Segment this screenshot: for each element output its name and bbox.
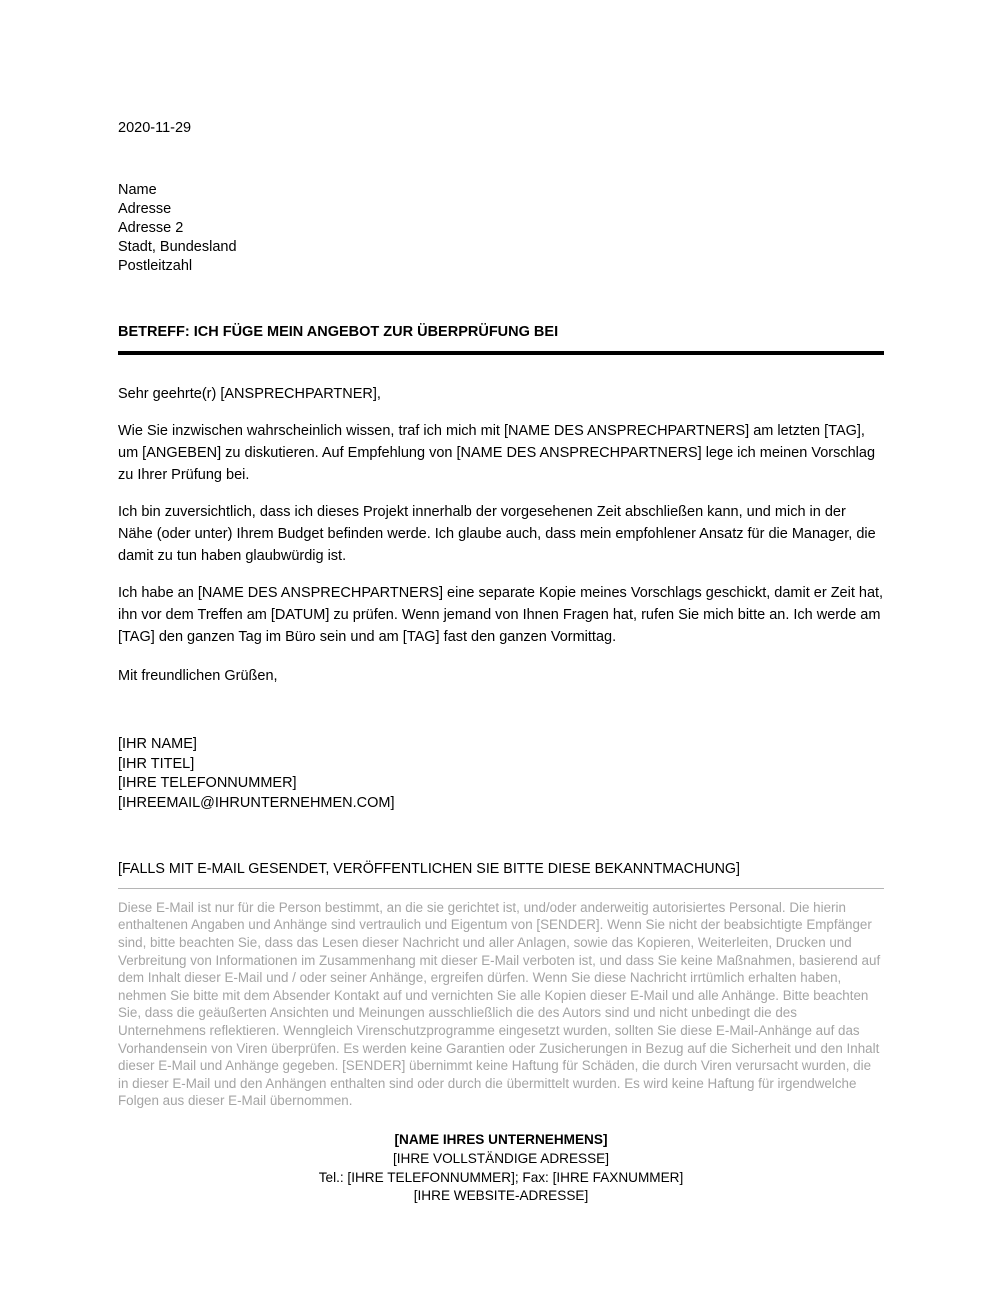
text-line: Tel.: [IHRE TELEFONNUMMER]; Fax: [IHRE FAXNUMMER] <box>318 1169 684 1185</box>
text-line: [IHRE WEBSITE-ADRESSE] <box>413 1188 589 1204</box>
text-line: Adresse 2 <box>118 220 184 236</box>
disclaimer-divider-rule <box>118 888 884 889</box>
company-footer <box>118 1131 884 1206</box>
text-line: [IHRE VOLLSTÄNDIGE ADRESSE] <box>392 1150 610 1166</box>
subject-heading: BETREFF: ICH FÜGE MEIN ANGEBOT ZUR ÜBERPRÜFUNG BEI <box>118 324 559 340</box>
email-disclaimer-text: Diese E-Mail ist nur für die Person bestimmt, an die sie gerichtet ist, und/oder anderweitig autorisiertes Personal. Die hierin enthaltenen Angaben und Anhänge sind vertraulich und Eigentum von [SENDER]. Wenn Sie nicht der beabsichtigte Empfänger sind, bitte beachten Sie, dass das Lesen dieser Nachricht und aller Anlagen, sowie das Kopieren, Weiterleiten, Drucken und Verbreitung von Informationen im Zusammenhang mit dieser E-Mail verboten ist, und dass Sie keine Maßnahmen, basierend auf dem Inhalt dieser E-Mail und / oder seiner Anhänge, ergreifen dürfen. Wenn Sie diese Nachricht irrtümlich erhalten haben, nehmen Sie bitte mit dem Absender Kontakt auf und vernichten Sie alle Kopien dieser E-Mail und alle Anhänge. Bitte beachten Sie, dass die geäußerten Ansichten und Meinungen ausschließlich die des Autors sind und nicht unbedingt die des Unternehmens reflektieren. Wenngleich Virenschutzprogramme eingesetzt wurden, sollten Sie diese E-Mail-Anhänge auf das Vorhandensein von Viren überprüfen. Es werden keine Garantien oder Zusicherungen in Bezug auf die Sicherheit und den Inhalt dieser E-Mail und Anhänge gegeben. [SENDER] übernimmt keine Haftung für Schäden, die durch Viren verursacht wurden, die in dieser E-Mail und den Anhängen enthalten sind oder durch die übermittelt wurden. Es wird keine Haftung für irgendwelche Folgen aus dieser E-Mail übernommen. <box>118 899 881 1109</box>
recipient-address-block <box>118 181 884 276</box>
text-line: Name <box>118 182 157 198</box>
salutation: Sehr geehrte(r) [ANSPRECHPARTNER], <box>118 386 381 402</box>
text-line: [NAME IHRES UNTERNEHMENS] <box>394 1131 608 1147</box>
subject-block <box>118 322 884 355</box>
signature-block <box>118 735 884 814</box>
text-line: [IHREEMAIL@IHRUNTERNEHMEN.COM] <box>118 795 395 812</box>
text-line: Adresse <box>118 201 172 217</box>
text-line: Postleitzahl <box>118 258 193 274</box>
body-paragraph-3: Ich habe an [NAME DES ANSPRECHPARTNERS] eine separate Kopie meines Vorschlags geschickt, damit er Zeit hat, ihn vor dem Treffen am [DATUM] zu prüfen. Wenn jemand von Ihnen Fragen hat, rufen Sie mich bitte an. Ich werde am [TAG] den ganzen Tag im Büro sein und am [TAG] fast den ganzen Vormittag. <box>118 585 884 645</box>
body-paragraph-1: Wie Sie inzwischen wahrscheinlich wissen, traf ich mich mit [NAME DES ANSPRECHPARTNERS] am letzten [TAG], um [ANGEBEN] zu diskutieren. Auf Empfehlung von [NAME DES ANSPRECHPARTNERS] lege ich meinen Vorschlag zu Ihrer Prüfung bei. <box>118 423 876 483</box>
letter-date: 2020-11-29 <box>118 120 192 136</box>
email-publish-notice: [FALLS MIT E-MAIL GESENDET, VERÖFFENTLICHEN SIE BITTE DIESE BEKANNTMACHUNG] <box>118 860 741 877</box>
body-paragraph-2: Ich bin zuversichtlich, dass ich dieses Projekt innerhalb der vorgesehenen Zeit abschließen kann, und mich in der Nähe (oder unter) Ihrem Budget befinden werde. Ich glaube auch, dass mein empfohlener Ansatz für die Manager, die damit zu tun haben glaubwürdig ist. <box>118 504 876 564</box>
text-line: [IHR NAME] <box>118 736 197 752</box>
subject-divider-rule <box>118 351 884 355</box>
text-line: [IHR TITEL] <box>118 755 195 772</box>
closing-salutation: Mit freundlichen Grüßen, <box>118 668 278 684</box>
text-line: [IHRE TELEFONNUMMER] <box>118 775 297 792</box>
text-line: Stadt, Bundesland <box>118 239 237 255</box>
